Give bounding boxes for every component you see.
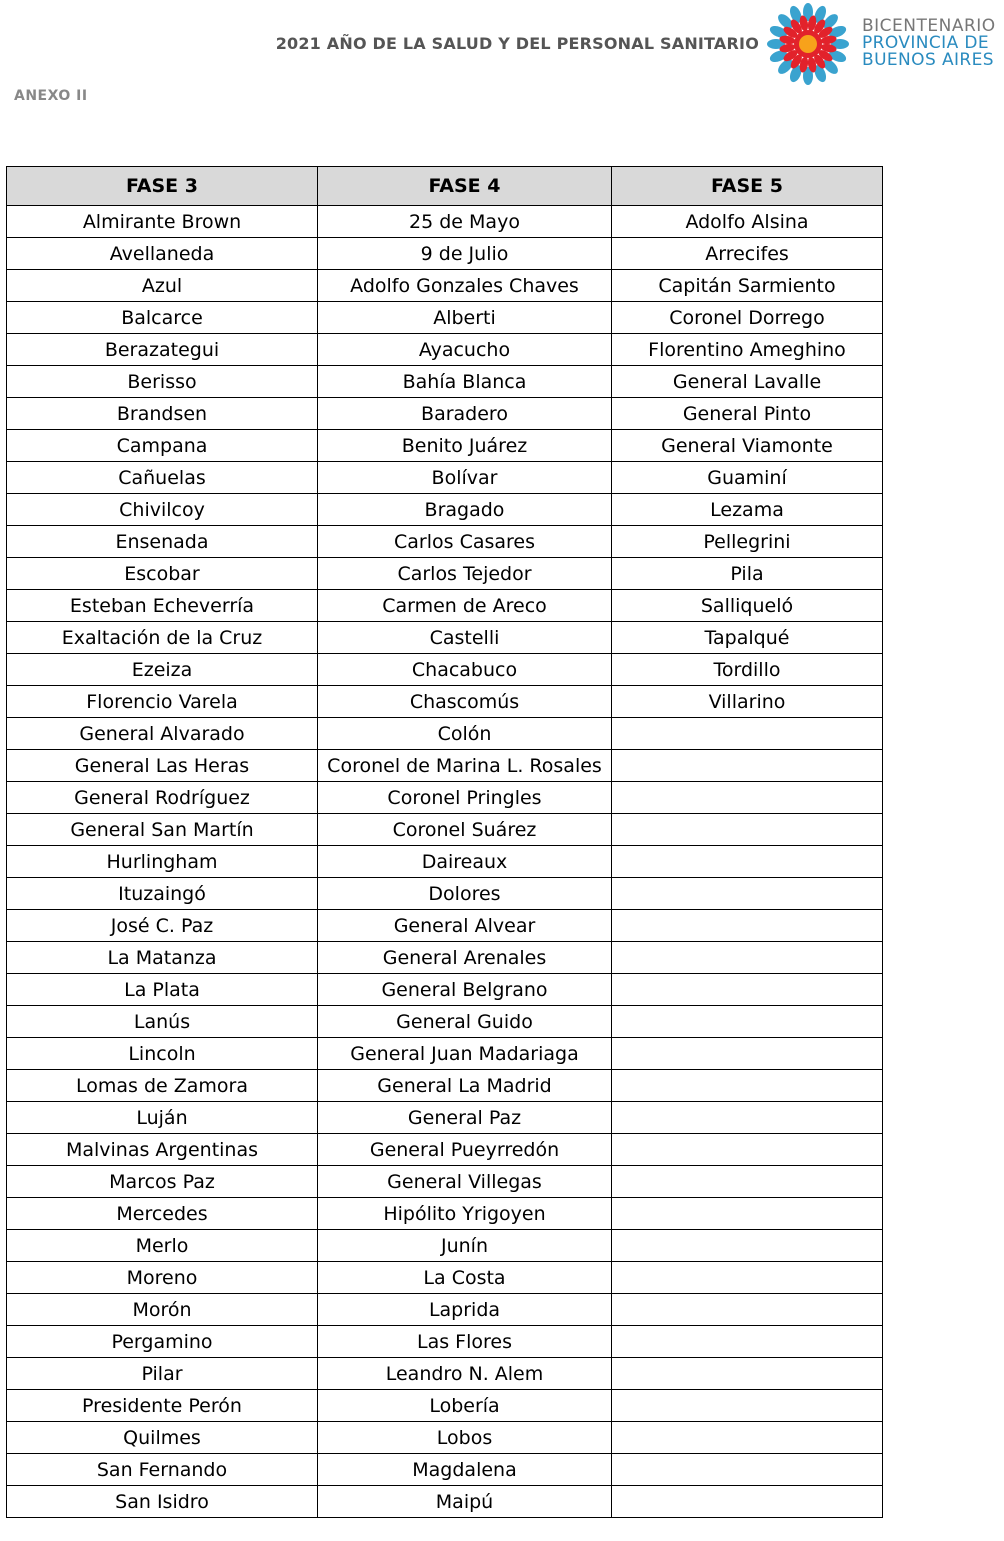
table-cell-fase-4: General Paz	[318, 1102, 612, 1134]
table-row	[7, 526, 883, 558]
table-cell-fase-3: La Matanza	[7, 942, 318, 974]
logo-line-3: BUENOS AIRES	[862, 50, 994, 70]
table-row	[7, 1294, 883, 1326]
table-cell-fase-3: Avellaneda	[7, 238, 318, 270]
table-row	[7, 942, 883, 974]
table-cell-fase-5	[612, 1262, 883, 1294]
table-cell-fase-5	[612, 1422, 883, 1454]
table-cell-fase-4: Castelli	[318, 622, 612, 654]
table-cell-fase-5	[612, 910, 883, 942]
table-cell-fase-5: General Viamonte	[612, 430, 883, 462]
table-cell-fase-4: Las Flores	[318, 1326, 612, 1358]
table-cell-fase-4: Coronel Pringles	[318, 782, 612, 814]
table-cell-fase-3: Mercedes	[7, 1198, 318, 1230]
table-cell-fase-3: Merlo	[7, 1230, 318, 1262]
table-row	[7, 974, 883, 1006]
table-cell-fase-5: General Pinto	[612, 398, 883, 430]
header-year-title: 2021 AÑO DE LA SALUD Y DEL PERSONAL SANITARIO	[275, 34, 759, 53]
table-cell-fase-5	[612, 1294, 883, 1326]
table-cell-fase-5	[612, 1390, 883, 1422]
table-cell-fase-3: San Isidro	[7, 1486, 318, 1518]
table-row	[7, 878, 883, 910]
table-cell-fase-4: General Alvear	[318, 910, 612, 942]
table-row	[7, 302, 883, 334]
table-row	[7, 430, 883, 462]
table-row	[7, 270, 883, 302]
header-fase-5: FASE 5	[612, 167, 883, 206]
table-cell-fase-5	[612, 942, 883, 974]
sun-flower-icon	[764, 0, 852, 88]
table-cell-fase-3: Ituzaingó	[7, 878, 318, 910]
table-cell-fase-4: Bahía Blanca	[318, 366, 612, 398]
table-row	[7, 1166, 883, 1198]
table-cell-fase-5	[612, 814, 883, 846]
table-row	[7, 366, 883, 398]
table-cell-fase-3: Berazategui	[7, 334, 318, 366]
table-cell-fase-3: La Plata	[7, 974, 318, 1006]
table-row	[7, 238, 883, 270]
table-row	[7, 1070, 883, 1102]
table-cell-fase-4: 25 de Mayo	[318, 206, 612, 238]
table-cell-fase-3: Hurlingham	[7, 846, 318, 878]
table-cell-fase-4: General La Madrid	[318, 1070, 612, 1102]
table-cell-fase-5	[612, 1102, 883, 1134]
table-row	[7, 750, 883, 782]
table-row	[7, 206, 883, 238]
table-row	[7, 398, 883, 430]
table-cell-fase-4: Benito Juárez	[318, 430, 612, 462]
table-cell-fase-3: Cañuelas	[7, 462, 318, 494]
table-cell-fase-3: Luján	[7, 1102, 318, 1134]
table-cell-fase-4: Alberti	[318, 302, 612, 334]
table-header-row	[7, 167, 883, 206]
table-cell-fase-3: Escobar	[7, 558, 318, 590]
table-cell-fase-5: Adolfo Alsina	[612, 206, 883, 238]
table-cell-fase-3: Pergamino	[7, 1326, 318, 1358]
table-cell-fase-5	[612, 1326, 883, 1358]
table-cell-fase-4: Hipólito Yrigoyen	[318, 1198, 612, 1230]
table-cell-fase-4: General Arenales	[318, 942, 612, 974]
table-cell-fase-5: Arrecifes	[612, 238, 883, 270]
table-cell-fase-3: General Rodríguez	[7, 782, 318, 814]
table-row	[7, 1134, 883, 1166]
table-cell-fase-4: General Juan Madariaga	[318, 1038, 612, 1070]
table-row	[7, 1102, 883, 1134]
table-cell-fase-4: Colón	[318, 718, 612, 750]
table-cell-fase-3: José C. Paz	[7, 910, 318, 942]
table-cell-fase-3: Almirante Brown	[7, 206, 318, 238]
table-cell-fase-3: Lanús	[7, 1006, 318, 1038]
table-cell-fase-4: General Guido	[318, 1006, 612, 1038]
table-cell-fase-4: Lobos	[318, 1422, 612, 1454]
table-cell-fase-5	[612, 1006, 883, 1038]
table-cell-fase-3: San Fernando	[7, 1454, 318, 1486]
table-cell-fase-3: Esteban Echeverría	[7, 590, 318, 622]
table-cell-fase-4: General Belgrano	[318, 974, 612, 1006]
table-cell-fase-4: Carlos Casares	[318, 526, 612, 558]
header-fase-4: FASE 4	[318, 167, 612, 206]
table-cell-fase-5	[612, 718, 883, 750]
table-row	[7, 1006, 883, 1038]
table-cell-fase-4: General Pueyrredón	[318, 1134, 612, 1166]
table-cell-fase-5: Tordillo	[612, 654, 883, 686]
table-cell-fase-3: Malvinas Argentinas	[7, 1134, 318, 1166]
table-cell-fase-5	[612, 878, 883, 910]
table-cell-fase-4: Leandro N. Alem	[318, 1358, 612, 1390]
table-row	[7, 1486, 883, 1518]
table-cell-fase-5	[612, 782, 883, 814]
table-cell-fase-5: Salliqueló	[612, 590, 883, 622]
table-row	[7, 1454, 883, 1486]
table-cell-fase-4: Coronel Suárez	[318, 814, 612, 846]
table-row	[7, 718, 883, 750]
table-row	[7, 1198, 883, 1230]
table-cell-fase-5	[612, 1166, 883, 1198]
table-row	[7, 814, 883, 846]
table-row	[7, 622, 883, 654]
table-cell-fase-3: Lomas de Zamora	[7, 1070, 318, 1102]
table-cell-fase-4: Bragado	[318, 494, 612, 526]
table-cell-fase-5: Pellegrini	[612, 526, 883, 558]
table-row	[7, 1358, 883, 1390]
table-cell-fase-3: Brandsen	[7, 398, 318, 430]
table-body	[7, 206, 883, 1518]
table-cell-fase-4: Chacabuco	[318, 654, 612, 686]
header-fase-3: FASE 3	[7, 167, 318, 206]
table-row	[7, 846, 883, 878]
table-cell-fase-4: Adolfo Gonzales Chaves	[318, 270, 612, 302]
table-cell-fase-5: Florentino Ameghino	[612, 334, 883, 366]
table-row	[7, 462, 883, 494]
table-row	[7, 590, 883, 622]
table-row	[7, 1422, 883, 1454]
table-cell-fase-5	[612, 1070, 883, 1102]
table-cell-fase-5	[612, 1230, 883, 1262]
table-cell-fase-3: General Las Heras	[7, 750, 318, 782]
table-cell-fase-3: Marcos Paz	[7, 1166, 318, 1198]
table-cell-fase-4: 9 de Julio	[318, 238, 612, 270]
table-row	[7, 1326, 883, 1358]
table-cell-fase-5: Capitán Sarmiento	[612, 270, 883, 302]
table-cell-fase-3: Quilmes	[7, 1422, 318, 1454]
table-row	[7, 686, 883, 718]
table-cell-fase-3: Pilar	[7, 1358, 318, 1390]
table-cell-fase-3: Berisso	[7, 366, 318, 398]
table-row	[7, 782, 883, 814]
table-cell-fase-5	[612, 1358, 883, 1390]
table-cell-fase-3: Presidente Perón	[7, 1390, 318, 1422]
table-cell-fase-4: Junín	[318, 1230, 612, 1262]
table-cell-fase-4: Ayacucho	[318, 334, 612, 366]
table-cell-fase-4: Baradero	[318, 398, 612, 430]
table-cell-fase-5	[612, 1454, 883, 1486]
table-cell-fase-5: Guaminí	[612, 462, 883, 494]
table-row	[7, 1390, 883, 1422]
table-cell-fase-3: Chivilcoy	[7, 494, 318, 526]
table-cell-fase-3: Florencio Varela	[7, 686, 318, 718]
table-cell-fase-3: Balcarce	[7, 302, 318, 334]
table-cell-fase-4: Daireaux	[318, 846, 612, 878]
table-cell-fase-4: Lobería	[318, 1390, 612, 1422]
table-cell-fase-5	[612, 1198, 883, 1230]
table-cell-fase-4: Maipú	[318, 1486, 612, 1518]
table-row	[7, 494, 883, 526]
table-cell-fase-5	[612, 846, 883, 878]
table-cell-fase-4: Carmen de Areco	[318, 590, 612, 622]
table-row	[7, 1230, 883, 1262]
table-cell-fase-5	[612, 974, 883, 1006]
table-cell-fase-5	[612, 1134, 883, 1166]
table-cell-fase-3: Exaltación de la Cruz	[7, 622, 318, 654]
table-row	[7, 1262, 883, 1294]
table-cell-fase-4: Carlos Tejedor	[318, 558, 612, 590]
table-cell-fase-3: Azul	[7, 270, 318, 302]
table-cell-fase-4: Coronel de Marina L. Rosales	[318, 750, 612, 782]
table-cell-fase-4: Magdalena	[318, 1454, 612, 1486]
phases-table	[6, 166, 883, 1518]
table-cell-fase-3: Ezeiza	[7, 654, 318, 686]
annex-label: ANEXO II	[14, 88, 88, 104]
table-row	[7, 910, 883, 942]
table-row	[7, 654, 883, 686]
table-cell-fase-3: Morón	[7, 1294, 318, 1326]
logo-text	[862, 18, 996, 69]
table-cell-fase-5	[612, 1486, 883, 1518]
table-cell-fase-5: Pila	[612, 558, 883, 590]
table-cell-fase-5: General Lavalle	[612, 366, 883, 398]
table-cell-fase-5	[612, 1038, 883, 1070]
table-cell-fase-3: Campana	[7, 430, 318, 462]
table-cell-fase-3: Lincoln	[7, 1038, 318, 1070]
table-cell-fase-4: La Costa	[318, 1262, 612, 1294]
table-row	[7, 334, 883, 366]
table-cell-fase-3: Moreno	[7, 1262, 318, 1294]
table-cell-fase-4: Chascomús	[318, 686, 612, 718]
table-cell-fase-3: Ensenada	[7, 526, 318, 558]
table-cell-fase-3: General San Martín	[7, 814, 318, 846]
table-cell-fase-5: Tapalqué	[612, 622, 883, 654]
table-row	[7, 558, 883, 590]
table-cell-fase-5	[612, 750, 883, 782]
table-cell-fase-4: Bolívar	[318, 462, 612, 494]
table-cell-fase-5: Villarino	[612, 686, 883, 718]
table-cell-fase-3: General Alvarado	[7, 718, 318, 750]
table-row	[7, 1038, 883, 1070]
table-cell-fase-4: Dolores	[318, 878, 612, 910]
table-cell-fase-4: General Villegas	[318, 1166, 612, 1198]
logo-line-1: BICENTENARIO	[862, 16, 996, 36]
table-cell-fase-5: Lezama	[612, 494, 883, 526]
table-cell-fase-4: Laprida	[318, 1294, 612, 1326]
logo-line-2: PROVINCIA DE	[862, 33, 990, 53]
table-cell-fase-5: Coronel Dorrego	[612, 302, 883, 334]
